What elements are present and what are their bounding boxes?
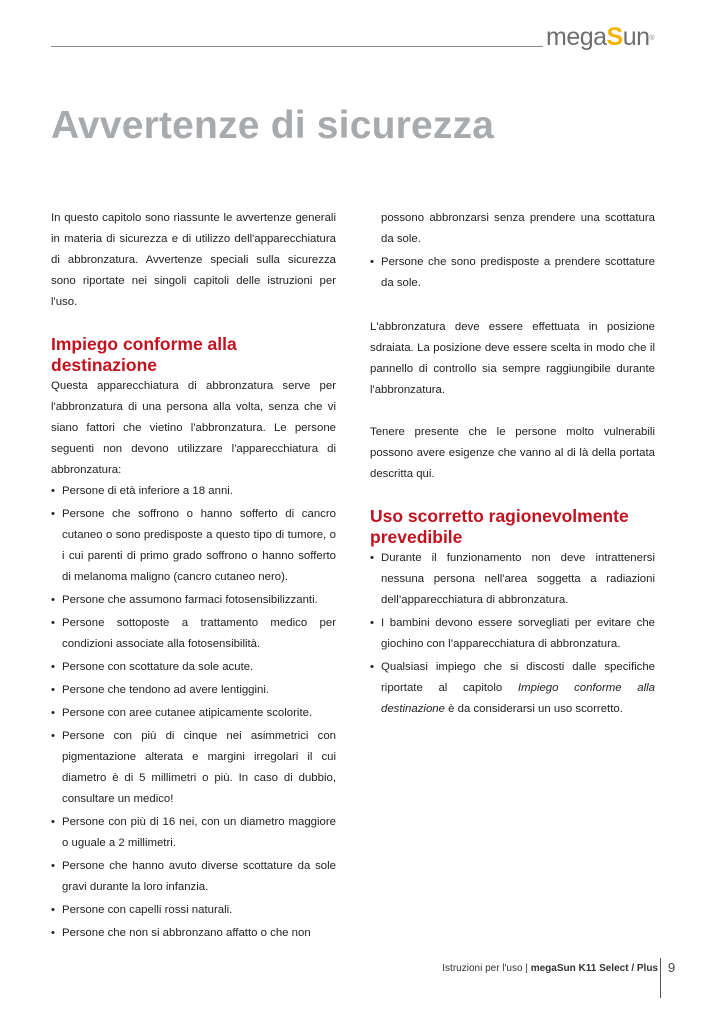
- right-column: [370, 208, 655, 722]
- list-item: • Persone con capelli rossi naturali.: [51, 900, 336, 921]
- logo-text-post: un: [622, 23, 650, 51]
- left-column: [51, 208, 336, 946]
- list-item: • Persone che assumono farmaci fotosensibilizzanti.: [51, 590, 336, 611]
- list-item: • Persone di età inferiore a 18 anni.: [51, 481, 336, 502]
- list-item: • Persone che hanno avuto diverse scottature da sole gravi durante la loro infanzia.: [51, 856, 336, 898]
- logo-text-pre: mega: [546, 23, 607, 51]
- list-item: • Durante il funzionamento non deve intrattenersi nessuna persona nell'area soggetta a radiazioni dell’apparecchiatura di abbronzatura.: [370, 548, 655, 611]
- section-heading-misuse: Uso scorretto ragionevolmente prevedibile: [370, 506, 629, 547]
- list-item: • Persone che sono predisposte a prendere scottature da sole.: [370, 252, 655, 294]
- misuse-text-post: è da considerarsi un uso scorretto.: [444, 703, 623, 715]
- footer-doc-label: Istruzioni per l'uso |: [442, 963, 531, 974]
- list-item: • I bambini devono essere sorvegliati per evitare che giochino con l’apparecchiatura di abbronzatura.: [370, 613, 655, 655]
- list-item: • Persone che tendono ad avere lentiggini.: [51, 680, 336, 701]
- list-item: • Persone che non si abbronzano affatto o che non: [51, 923, 336, 944]
- header-rule: [51, 46, 543, 47]
- lying-position-paragraph: L'abbronzatura deve essere effettuata in posizione sdraiata. La posizione deve essere scelta in modo che il pannello di controllo sia sempre raggiungibile durante l'abbronzatura.: [370, 321, 655, 396]
- misuse-text-pre: Qualsiasi impiego che si discosti dalle specifiche riportate al capitolo: [381, 661, 655, 694]
- footer-product: megaSun K11 Select / Plus: [530, 963, 658, 974]
- page-number: 9: [668, 960, 676, 975]
- list-item: • Persone con più di 16 nei, con un diametro maggiore o uguale a 2 millimetri.: [51, 812, 336, 854]
- vulnerable-persons-paragraph: Tenere presente che le persone molto vulnerabili possono avere esigenze che vanno al di là della portata descritta qui.: [370, 426, 655, 480]
- intro-paragraph: In questo capitolo sono riassunte le avvertenze generali in materia di sicurezza e di utilizzo dell'apparecchiatura di abbronzatura. Avvertenze speciali sulla sicurezza sono riportate nei singoli capitoli delle istruzioni per l'uso.: [51, 212, 336, 308]
- list-item: [370, 657, 655, 720]
- page-title: Avvertenze di sicurezza: [51, 104, 495, 147]
- list-item: • Persone con aree cutanee atipicamente scolorite.: [51, 703, 336, 724]
- list-item: • Persone che soffrono o hanno sofferto di cancro cutaneo o sono predisposte a questo tipo di tumore, o i cui parenti di primo grado soffrono o hanno sofferto di melanoma maligno (cancro cutaneo nero).: [51, 504, 336, 588]
- restricted-persons-list-continued: [370, 208, 655, 294]
- list-item: • Persone sottoposte a trattamento medico per condizioni associate alla fotosensibilità.: [51, 613, 336, 655]
- list-item: • Persone con scottature da sole acute.: [51, 657, 336, 678]
- registered-mark: ®: [649, 35, 655, 42]
- intended-use-paragraph: Questa apparecchiatura di abbronzatura serve per l'abbronzatura di una persona alla volta, senza che vi siano fattori che vietino l'abbronzatura. Le persone seguenti non devono utilizzare l'apparecchiatura di abbronzatura:: [51, 380, 336, 476]
- list-item-continuation: possono abbronzarsi senza prendere una scottatura da sole.: [381, 212, 655, 245]
- list-item: • Persone con più di cinque nei asimmetrici con pigmentazione alterata e margini irregolari il cui diametro è di 5 millimetri o più. In caso di dubbio, consultare un medico!: [51, 726, 336, 810]
- restricted-persons-list: [51, 481, 336, 944]
- chapter-reference: Impiego conforme alla destinazione: [381, 682, 655, 715]
- section-heading-intended-use: Impiego conforme alla destinazione: [51, 334, 237, 375]
- footer-label: [442, 963, 658, 974]
- megasun-logo: [546, 22, 654, 52]
- misuse-list: [370, 548, 655, 720]
- logo-text-accent: S: [606, 23, 623, 51]
- footer-divider: [660, 958, 661, 998]
